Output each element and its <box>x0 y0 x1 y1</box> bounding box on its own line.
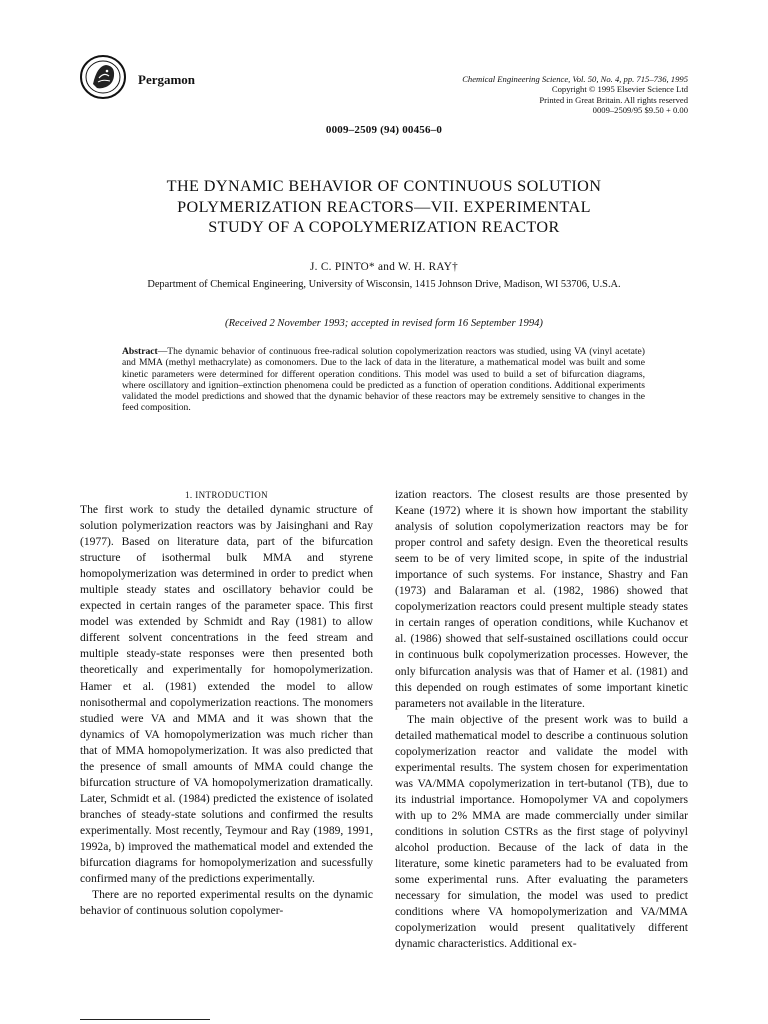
abstract <box>122 346 645 414</box>
received-dates: (Received 2 November 1993; accepted in revised form 16 September 1994) <box>225 318 543 329</box>
affiliation: Department of Chemical Engineering, University of Wisconsin, 1415 Johnson Drive, Madison, WI 53706, U.S.A. <box>147 279 621 290</box>
left-column <box>80 487 373 919</box>
paragraph: The first work to study the detailed dynamic structure of solution polymerization reactors was by Jaisinghani and Ray (1977). Based on literature data, part of the bifurcation structure of isothermal bulk MMA and styrene homopolymerization was determined in order to predict when multiple steady states and oscillatory behavior could be expected in certain ranges of the parameter space. This first model was extended by Schmidt and Ray (1981) to allow different solvent concentrations in the feed stream and multiple steady-state responses were then presented both theoretically and experimentally for homopolymerization. Hamer et al. (1981) extended the model to allow nonisothermal and copolymerization reactions. The monomers studied were VA and MMA and it was shown that the dynamics of VA homopolymerization was much richer than that of MMA homopolymerization. It was also predicted that the presence of small amounts of MMA could change the bifurcation structure of VA homopolymerization dramatically. Later, Schmidt et al. (1984) predicted the existence of isolated branches of steady-state solutions and confirmed the results experimentally. Most recently, Teymour and Ray (1989, 1991, 1992a, b) improved the mathematical model and extended the bifurcation diagrams for homopolymerization and sucessfully confirmed many of the predictions experimentally. <box>80 503 373 886</box>
article-doi: 0009–2509 (94) 00456–0 <box>325 124 443 136</box>
abstract-label: Abstract <box>122 346 158 357</box>
journal-citation: Chemical Engineering Science, Vol. 50, No. 4, pp. 715–736, 1995 <box>462 74 688 84</box>
paragraph: The main objective of the present work was to build a detailed mathematical model to describe a continuous solution copolymerization reactor and validate the model with experimental results. The system chosen for experimentation was VA/MMA copolymerization in tert-butanol (TB), due to its industrial importance. Homopolymer VA and copolymers with up to 2% MMA are made commercially under similar conditions in solution CSTRs as the first stage of polyvinyl alcohol production. Because of the lack of data in the literature, some kinetic parameters had to be evaluated from some experimental runs. After evaluating the parameters necessary for simulation, the model was used to predict conditions where VA homopolymerization and VA/MMA copolymerization would present qualitatively different dynamic characteristics. Additional ex- <box>395 712 688 951</box>
title-line: THE DYNAMIC BEHAVIOR OF CONTINUOUS SOLUTION <box>166 177 602 195</box>
title-line: POLYMERIZATION REACTORS—VII. EXPERIMENTAL <box>177 197 591 216</box>
footnote-rule <box>80 1019 210 1020</box>
authors: J. C. PINTO* and W. H. RAY† <box>310 261 458 273</box>
journal-info <box>462 74 688 116</box>
publisher-name: Pergamon <box>138 72 196 87</box>
elsevier-tree-logo <box>79 54 127 100</box>
right-column <box>395 487 688 952</box>
section-heading: 1. INTRODUCTION <box>185 490 268 500</box>
article-title <box>0 176 768 238</box>
paragraph: There are no reported experimental results on the dynamic behavior of continuous solution copolymer- <box>80 888 373 918</box>
abstract-text: —The dynamic behavior of continuous free-radical solution copolymerization reactors was studied, using VA (vinyl acetate) and MMA (methyl methacrylate) as comonomers. Due to the lack of data in the literature, a mathematical model was built and some kinetic parameters were determined for different operation conditions. This model was used to build a set of bifurcation diagrams, where oscillatory and ignition–extinction phenomena could be predicted as a function of operation conditions. Additional experiments validated the model predictions and showed that the dynamic behavior of these reactors may be extremely sensitive to changes in the feed composition. <box>122 346 645 414</box>
price-line: 0009–2509/95 $9.50 + 0.00 <box>592 105 688 116</box>
printed-line: Printed in Great Britain. All rights reserved <box>539 94 688 105</box>
title-line: STUDY OF A COPOLYMERIZATION REACTOR <box>208 218 560 236</box>
copyright-line: Copyright © 1995 Elsevier Science Ltd <box>551 84 688 95</box>
paragraph: ization reactors. The closest results are those presented by Keane (1972) where it is shown how important the stability analysis of solution copolymerization reactors may be for proper control and safety design. Even the theoretical results seem to be of very limited scope, in spite of the industrial importance of such systems. For instance, Shastry and Fan (1973) and Balaraman et al. (1982, 1986) showed that copolymerization reactors could present multiple steady states in certain ranges of operation conditions, while Kuchanov et al. (1986) showed that self-sustained oscillations could occur in continuous bulk copolymerization processes. However, the only bifurcation analysis was that of Hamer et al. (1981) and this depended on rough estimates of some important kinetic parameters not available in the literature. <box>395 488 688 710</box>
